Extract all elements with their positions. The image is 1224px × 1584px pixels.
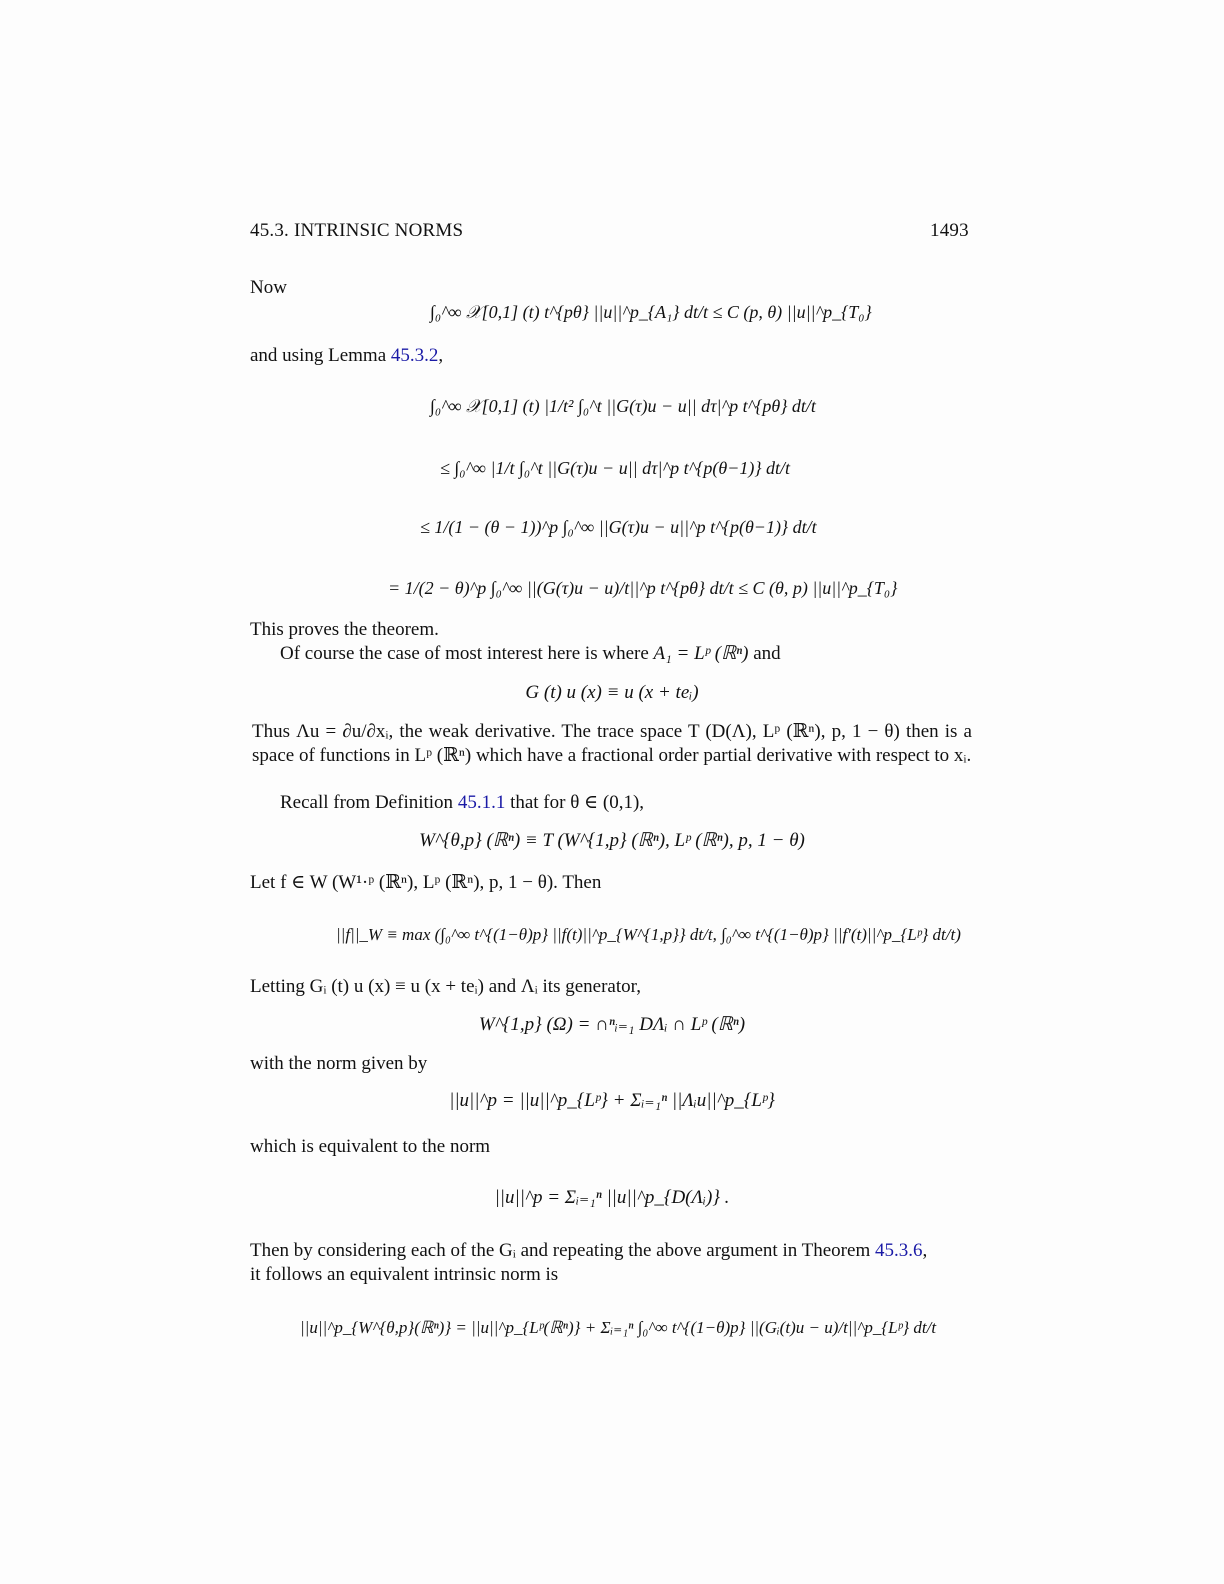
definition-link[interactable]: 45.1.1	[457, 792, 506, 813]
equation-8: ||u||^p = Σᵢ₌₁ⁿ ||u||^p_{D(Λᵢ)} .	[494, 1187, 730, 1208]
equation-1-text: ∫₀^∞ 𝒳[0,1] (t) t^{pθ} ||u||^p_{A₁} dt/t ≤ C (p, θ) ||u||^p_{T₀}	[430, 302, 872, 322]
equation-3: G (t) u (x) ≡ u (x + teᵢ)	[525, 682, 699, 703]
text-it-follows: it follows an equivalent intrinsic norm is	[250, 1264, 559, 1285]
text-now: Now	[250, 277, 287, 298]
equation-5: ||f||_W ≡ max (∫₀^∞ t^{(1−θ)p} ||f(t)||^p_{W^{1,p}} dt/t, ∫₀^∞ t^{(1−θ)p} ||f′(t)||^p_{Lᵖ} dt/t)	[336, 925, 961, 944]
equation-6: W^{1,p} (Ω) = ∩ⁿᵢ₌₁ DΛᵢ ∩ Lᵖ (ℝⁿ)	[478, 1014, 746, 1035]
paragraph-thus: Thus Λu = ∂u/∂xᵢ, the weak derivative. The trace space T (D(Λ), Lᵖ (ℝⁿ), p, 1 − θ) then is a space of functions in Lᵖ (ℝⁿ) which have a fractional order partial derivative with respect to xᵢ.	[252, 721, 972, 766]
text-then-by: Then by considering each of the Gᵢ and repeating the above argument in Theorem 45.3.6,	[250, 1240, 928, 1261]
equation-1	[430, 290, 872, 340]
equation-7: ||u||^p = ||u||^p_{Lᵖ} + Σᵢ₌₁ⁿ ||Λᵢu||^p_{Lᵖ}	[449, 1090, 775, 1111]
text-letting: Letting Gᵢ (t) u (x) ≡ u (x + teᵢ) and Λᵢ its generator,	[250, 976, 641, 997]
running-header-section: 45.3. INTRINSIC NORMS	[250, 220, 464, 241]
equation-2a: ∫₀^∞ 𝒳[0,1] (t) |1/t² ∫₀^t ||G(τ)u − u|| dτ|^p t^{pθ} dt/t	[430, 396, 816, 416]
text-of-course: Of course the case of most interest here is where A₁ = Lᵖ (ℝⁿ) and	[280, 643, 781, 664]
text-using-lemma: and using Lemma 45.3.2,	[250, 345, 444, 366]
text-recall: Recall from Definition 45.1.1 that for θ ∈ (0,1),	[280, 792, 645, 813]
theorem-link[interactable]: 45.3.6	[874, 1240, 923, 1261]
equation-2b: ≤ ∫₀^∞ |1/t ∫₀^t ||G(τ)u − u|| dτ|^p t^{p(θ−1)} dt/t	[440, 458, 791, 478]
equation-4: W^{θ,p} (ℝⁿ) ≡ T (W^{1,p} (ℝⁿ), Lᵖ (ℝⁿ), p, 1 − θ)	[419, 830, 805, 851]
equation-9: ||u||^p_{W^{θ,p}(ℝⁿ)} = ||u||^p_{Lᵖ(ℝⁿ)} + Σᵢ₌₁ⁿ ∫₀^∞ t^{(1−θ)p} ||(Gᵢ(t)u − u)/t||^p_{Lᵖ} dt/t	[300, 1318, 937, 1337]
text-let-f: Let f ∈ W (W¹·ᵖ (ℝⁿ), Lᵖ (ℝⁿ), p, 1 − θ). Then	[250, 872, 602, 893]
text-equivalent: which is equivalent to the norm	[250, 1136, 491, 1157]
equation-2d: = 1/(2 − θ)^p ∫₀^∞ ||(G(τ)u − u)/t||^p t^{pθ} dt/t ≤ C (θ, p) ||u||^p_{T₀}	[388, 578, 898, 598]
text-with-norm: with the norm given by	[250, 1053, 428, 1074]
equation-2c: ≤ 1/(1 − (θ − 1))^p ∫₀^∞ ||G(τ)u − u||^p t^{p(θ−1)} dt/t	[420, 517, 817, 537]
text-proves: This proves the theorem.	[250, 619, 439, 640]
lemma-link[interactable]: 45.3.2	[390, 345, 439, 366]
page-number: 1493	[930, 220, 969, 241]
